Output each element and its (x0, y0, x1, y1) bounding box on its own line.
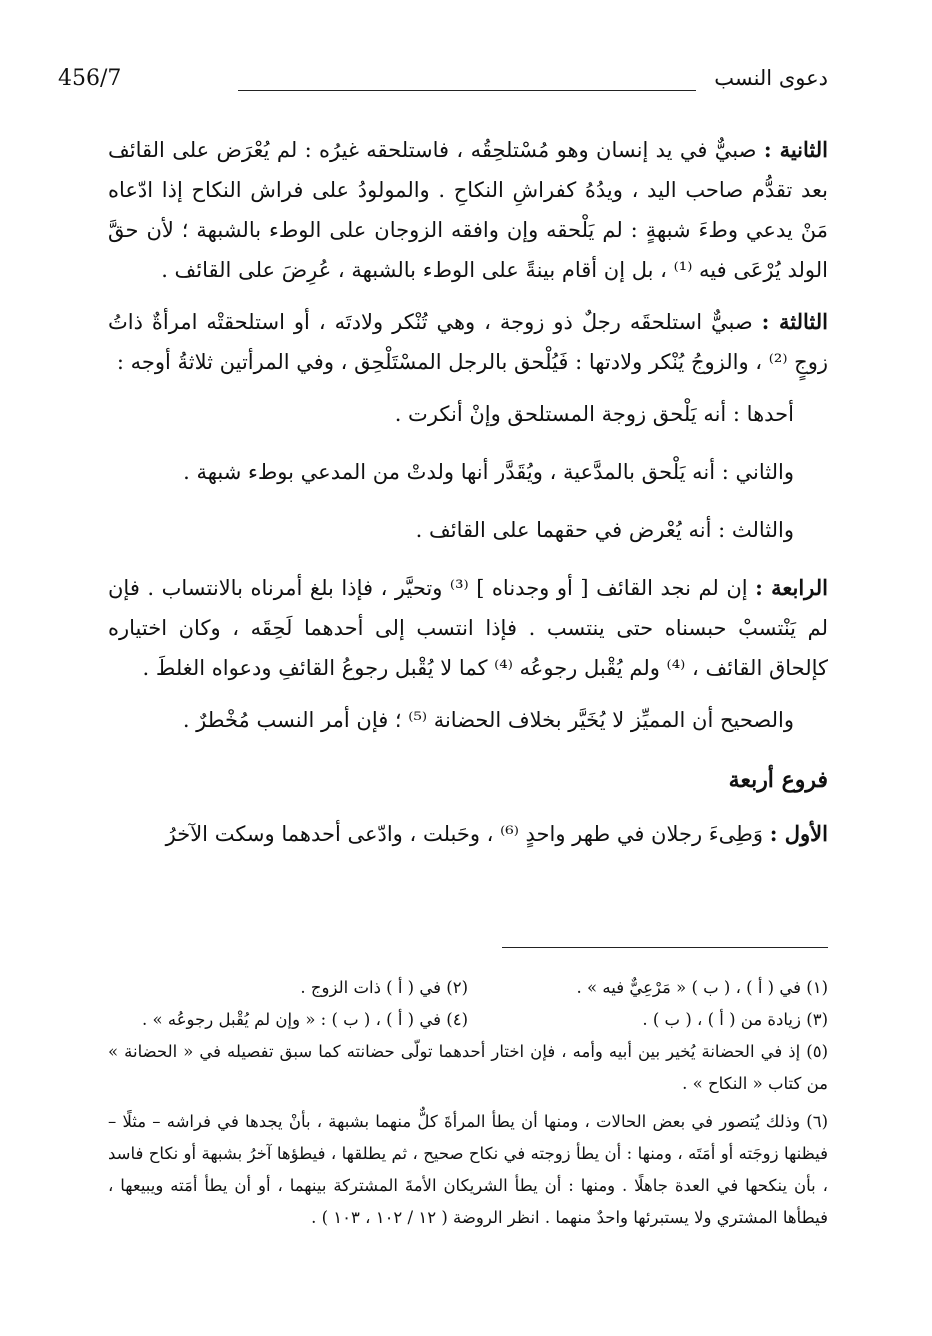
paragraph-lead: الأول : (769, 821, 828, 846)
footnote-5: (٥) إذ في الحضانة يُخير بين أبيه وأمه ، فإن اختار أحدهما تولّى حضانته كما سبق تفصيله في « الحضانة » من كتاب « النكاح » . (108, 1042, 828, 1093)
footnote-rule (502, 947, 828, 948)
option-third: والثالث : أنه يُعْرض في حقهما على القائف . (415, 518, 794, 542)
first-branch (108, 814, 828, 854)
paragraph-body: صبيٌّ في يد إنسان وهو مُسْتلحِقُه ، فاستلحقه غيرُه : لم يُعْرَض على القائف بعد تقدُّم صاحب اليد ، ويدُهُ كفراشِ النكاحِ . والمولودُ على فراش النكاح إذا ادّعاه مَنْ يدعي وطءَ شبهةٍ : لم يَلْحقه وإن وافقه الزوجان على الوطء بالشبهة ؛ لأن حقَّ الولد يُرْعَى فيه ⁽¹⁾ ، بل إن أقام بينةً على الوطء بالشبهة ، عُرِضَ على القائف . (108, 138, 828, 282)
section-heading: فروع أربعة (728, 767, 828, 793)
paragraph-body: وَطِىءَ رجلان في طهر واحدٍ ⁽⁶⁾ ، وحَبلت ، وادّعى أحدهما وسكت الآخرُ (165, 822, 770, 846)
main-text (108, 130, 828, 866)
footnote-3: (٣) زيادة من ( أ ) ، ( ب ) . (642, 1010, 828, 1029)
footnote-1: (١) في ( أ ) ، ( ب ) « مَرْعِيٌّ فيه » . (576, 978, 828, 997)
paragraph-body: إن لم نجد القائف [ أو وجدناه ] ⁽³⁾ وتحيَّر ، فإذا بلغ أمرناه بالانتساب . فإن لم يَنْتسبْ حبسناه حتى ينتسب . فإذا انتسب إلى أحدهما لَحِقَه ، وكان اختياره كإلحاق القائف ، ⁽⁴⁾ ولم يُقْبل رجوعُه ⁽⁴⁾ كما لا يُقْبل رجوعُ القائفِ ودعواه الغلطَ . (108, 576, 828, 680)
option-first: أحدها : أنه يَلْحق زوجة المستلحق وإنْ أنكرت . (394, 402, 794, 426)
footnote-row (108, 972, 828, 1004)
paragraph-third (108, 302, 828, 382)
option-second: والثاني : أنه يَلْحق بالمدَّعية ، ويُقَدَّر أنها ولدتْ من المدعي بوطء شبهة . (183, 460, 794, 484)
paragraph-fourth (108, 568, 828, 688)
correct-opinion: والصحيح أن المميِّز لا يُخَيَّر بخلاف الحضانة ⁽⁵⁾ ؛ فإن أمر النسب مُخْطرٌ . (182, 708, 794, 732)
page-header (58, 66, 828, 100)
running-title: دعوى النسب (714, 66, 828, 90)
header-rule (238, 90, 696, 91)
footnote-row (108, 1004, 828, 1036)
footnote-4: (٤) في ( أ ) ، ( ب ) : « وإن لم يُقْبل رجوعُه » . (142, 1010, 468, 1029)
page-number: 456/7 (58, 66, 122, 91)
paragraph-lead: الثانية : (763, 137, 828, 162)
footnote-2: (٢) في ( أ ) ذات الزوج . (300, 978, 468, 997)
footnote-6: (٦) وذلك يُتصور في بعض الحالات ، ومنها أن يطأ المرأةَ كلٌّ منهما بشبهة ، بأنْ يجدها في فراشه – مثلًا – فيظنها زوجَته أو أمَتَه ، ومنها : أن يطأ زوجته في نكاح صحيح ، ثم يطلقها ، فيطؤها آخرُ بشبهة أو نكاح فاسد ، بأن ينكحها في العدة جاهلًا . ومنها : أن يطأ الشريكان الأمةَ المشتركة بينهما ، أو أن يطأ أمَته ويبيعها ، فيطأها المشتري ولا يستبرئها واحدٌ منهما . انظر الروضة ( ١٢ / ١٠٢ ، ١٠٣ ) . (108, 1112, 828, 1227)
paragraph-lead: الثالثة : (761, 309, 828, 334)
paragraph-lead: الرابعة : (755, 575, 828, 600)
footnotes (108, 972, 828, 1240)
paragraph-body: صبيٌّ استلحقَه رجلٌ ذو زوجة ، وهي تُنْكر ولادتَه ، أو استلحقتْه امرأةٌ ذاتُ زوجٍ ⁽²⁾ ، والزوجُ يُنْكر ولادتها : فَيُلْحق بالرجل المسْتَلْحِق ، وفي المرأتين ثلاثةُ أوجه : (108, 310, 828, 374)
paragraph-second (108, 130, 828, 290)
